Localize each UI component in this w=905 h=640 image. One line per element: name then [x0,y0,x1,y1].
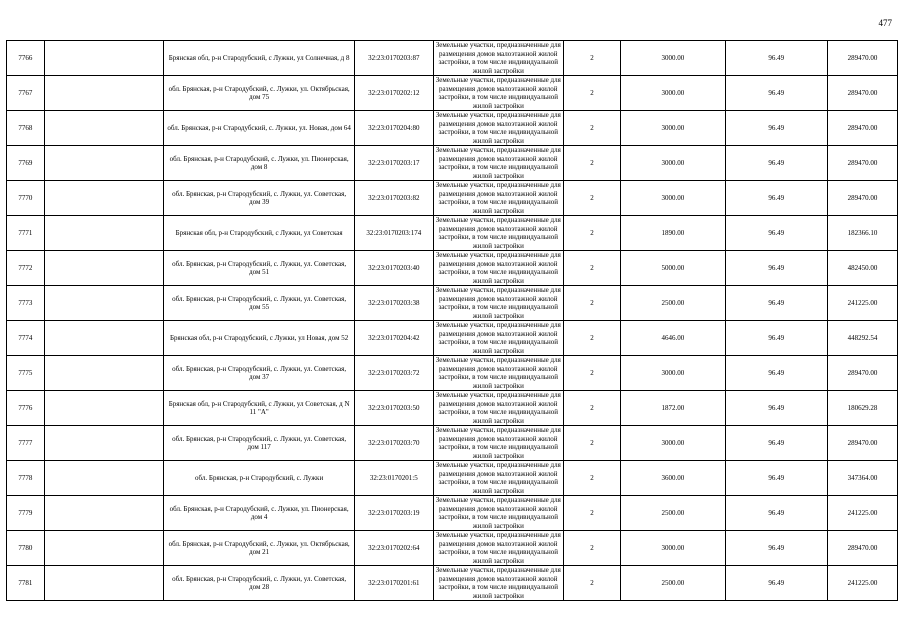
table-row [7,76,898,111]
area-cell: 3000.00 [621,111,726,146]
cadastral-value-cell: 182366.10 [827,216,897,251]
table-row [7,146,898,181]
permitted-use-cell: Земельные участки, предназначенные для размещения домов малоэтажной жилой застройки, в том числе индивидуальной жилой застройки [433,41,563,76]
blank-column-cell [44,41,164,76]
area-cell: 2500.00 [621,566,726,601]
address-cell: обл. Брянская, р-н Стародубский, с. Лужки, ул. Октябрьская, дом 75 [164,76,355,111]
address-cell: обл. Брянская, р-н Стародубский, с. Лужки, ул. Советская, дом 55 [164,286,355,321]
permitted-use-cell: Земельные участки, предназначенные для размещения домов малоэтажной жилой застройки, в том числе индивидуальной жилой застройки [433,496,563,531]
cadastral-value-cell: 180629.28 [827,391,897,426]
area-cell: 3000.00 [621,76,726,111]
permitted-use-cell: Земельные участки, предназначенные для размещения домов малоэтажной жилой застройки, в том числе индивидуальной жилой застройки [433,531,563,566]
area-cell: 5000.00 [621,251,726,286]
permitted-use-cell: Земельные участки, предназначенные для размещения домов малоэтажной жилой застройки, в том числе индивидуальной жилой застройки [433,146,563,181]
specific-value-cell: 96.49 [725,496,827,531]
cadastral-number-cell: 32:23:0170203:174 [354,216,433,251]
cadastral-number-cell: 32:23:0170202:64 [354,531,433,566]
blank-column-cell [44,146,164,181]
registry-table-body [7,41,898,601]
area-cell: 1872.00 [621,391,726,426]
address-cell: Брянская обл, р-н Стародубский, с Лужки, ул Советская [164,216,355,251]
table-row [7,356,898,391]
table-row [7,111,898,146]
permitted-use-cell: Земельные участки, предназначенные для размещения домов малоэтажной жилой застройки, в том числе индивидуальной жилой застройки [433,251,563,286]
cadastral-number-cell: 32:23:0170201:61 [354,566,433,601]
permitted-use-cell: Земельные участки, предназначенные для размещения домов малоэтажной жилой застройки, в том числе индивидуальной жилой застройки [433,181,563,216]
cadastral-value-cell: 241225.00 [827,286,897,321]
record-number-cell: 7771 [7,216,45,251]
specific-value-cell: 96.49 [725,286,827,321]
category-cell: 2 [563,391,620,426]
category-cell: 2 [563,76,620,111]
specific-value-cell: 96.49 [725,391,827,426]
category-cell: 2 [563,181,620,216]
area-cell: 3000.00 [621,426,726,461]
specific-value-cell: 96.49 [725,146,827,181]
category-cell: 2 [563,321,620,356]
cadastral-number-cell: 32:23:0170203:38 [354,286,433,321]
blank-column-cell [44,216,164,251]
permitted-use-cell: Земельные участки, предназначенные для размещения домов малоэтажной жилой застройки, в том числе индивидуальной жилой застройки [433,461,563,496]
permitted-use-cell: Земельные участки, предназначенные для размещения домов малоэтажной жилой застройки, в том числе индивидуальной жилой застройки [433,356,563,391]
cadastral-number-cell: 32:23:0170203:70 [354,426,433,461]
specific-value-cell: 96.49 [725,426,827,461]
record-number-cell: 7781 [7,566,45,601]
record-number-cell: 7778 [7,461,45,496]
category-cell: 2 [563,251,620,286]
cadastral-value-cell: 289470.00 [827,146,897,181]
address-cell: обл. Брянская, р-н Стародубский, с. Лужки, ул. Советская, дом 51 [164,251,355,286]
specific-value-cell: 96.49 [725,41,827,76]
record-number-cell: 7776 [7,391,45,426]
category-cell: 2 [563,111,620,146]
permitted-use-cell: Земельные участки, предназначенные для размещения домов малоэтажной жилой застройки, в том числе индивидуальной жилой застройки [433,286,563,321]
address-cell: обл. Брянская, р-н Стародубский, с. Лужки, ул. Пионерская, дом 8 [164,146,355,181]
blank-column-cell [44,391,164,426]
cadastral-value-cell: 347364.00 [827,461,897,496]
area-cell: 3000.00 [621,181,726,216]
address-cell: обл. Брянская, р-н Стародубский, с. Лужки, ул. Советская, дом 28 [164,566,355,601]
blank-column-cell [44,321,164,356]
record-number-cell: 7767 [7,76,45,111]
blank-column-cell [44,181,164,216]
cadastral-number-cell: 32:23:0170203:19 [354,496,433,531]
specific-value-cell: 96.49 [725,461,827,496]
specific-value-cell: 96.49 [725,566,827,601]
record-number-cell: 7773 [7,286,45,321]
table-row [7,391,898,426]
area-cell: 3000.00 [621,146,726,181]
category-cell: 2 [563,356,620,391]
cadastral-number-cell: 32:23:0170203:87 [354,41,433,76]
blank-column-cell [44,496,164,531]
specific-value-cell: 96.49 [725,216,827,251]
permitted-use-cell: Земельные участки, предназначенные для размещения домов малоэтажной жилой застройки, в том числе индивидуальной жилой застройки [433,216,563,251]
cadastral-value-cell: 289470.00 [827,426,897,461]
table-row [7,461,898,496]
table-row [7,251,898,286]
table-row [7,496,898,531]
cadastral-number-cell: 32:23:0170203:17 [354,146,433,181]
specific-value-cell: 96.49 [725,356,827,391]
permitted-use-cell: Земельные участки, предназначенные для размещения домов малоэтажной жилой застройки, в том числе индивидуальной жилой застройки [433,426,563,461]
permitted-use-cell: Земельные участки, предназначенные для размещения домов малоэтажной жилой застройки, в том числе индивидуальной жилой застройки [433,391,563,426]
cadastral-value-cell: 289470.00 [827,111,897,146]
cadastral-number-cell: 32:23:0170203:82 [354,181,433,216]
record-number-cell: 7768 [7,111,45,146]
blank-column-cell [44,531,164,566]
blank-column-cell [44,251,164,286]
blank-column-cell [44,286,164,321]
area-cell: 3000.00 [621,41,726,76]
address-cell: обл. Брянская, р-н Стародубский, с. Лужки, ул. Новая, дом 64 [164,111,355,146]
table-row [7,181,898,216]
table-row [7,286,898,321]
category-cell: 2 [563,566,620,601]
area-cell: 1890.00 [621,216,726,251]
address-cell: обл. Брянская, р-н Стародубский, с. Лужки, ул. Пионерская, дом 4 [164,496,355,531]
blank-column-cell [44,76,164,111]
address-cell: обл. Брянская, р-н Стародубский, с. Лужки, ул. Октябрьская, дом 21 [164,531,355,566]
cadastral-number-cell: 32:23:0170204:42 [354,321,433,356]
record-number-cell: 7777 [7,426,45,461]
table-row [7,426,898,461]
cadastral-value-cell: 289470.00 [827,531,897,566]
category-cell: 2 [563,496,620,531]
area-cell: 3600.00 [621,461,726,496]
area-cell: 3000.00 [621,356,726,391]
address-cell: обл. Брянская, р-н Стародубский, с. Лужки, ул. Советская, дом 37 [164,356,355,391]
category-cell: 2 [563,41,620,76]
permitted-use-cell: Земельные участки, предназначенные для размещения домов малоэтажной жилой застройки, в том числе индивидуальной жилой застройки [433,321,563,356]
area-cell: 3000.00 [621,531,726,566]
record-number-cell: 7769 [7,146,45,181]
cadastral-number-cell: 32:23:0170203:40 [354,251,433,286]
cadastral-number-cell: 32:23:0170204:80 [354,111,433,146]
blank-column-cell [44,461,164,496]
table-row [7,321,898,356]
address-cell: обл. Брянская, р-н Стародубский, с. Лужки, ул. Советская, дом 39 [164,181,355,216]
cadastral-number-cell: 32:23:0170203:72 [354,356,433,391]
table-row [7,41,898,76]
blank-column-cell [44,356,164,391]
cadastral-number-cell: 32:23:0170201:5 [354,461,433,496]
area-cell: 4646.00 [621,321,726,356]
specific-value-cell: 96.49 [725,531,827,566]
cadastral-value-cell: 448292.54 [827,321,897,356]
category-cell: 2 [563,286,620,321]
record-number-cell: 7766 [7,41,45,76]
category-cell: 2 [563,216,620,251]
permitted-use-cell: Земельные участки, предназначенные для размещения домов малоэтажной жилой застройки, в том числе индивидуальной жилой застройки [433,76,563,111]
record-number-cell: 7779 [7,496,45,531]
specific-value-cell: 96.49 [725,321,827,356]
cadastral-value-cell: 241225.00 [827,566,897,601]
record-number-cell: 7780 [7,531,45,566]
cadastral-number-cell: 32:23:0170203:50 [354,391,433,426]
blank-column-cell [44,566,164,601]
cadastral-value-cell: 289470.00 [827,76,897,111]
area-cell: 2500.00 [621,496,726,531]
address-cell: Брянская обл, р-н Стародубский, с Лужки, ул Солнечная, д 8 [164,41,355,76]
specific-value-cell: 96.49 [725,251,827,286]
category-cell: 2 [563,461,620,496]
cadastral-value-cell: 289470.00 [827,41,897,76]
record-number-cell: 7774 [7,321,45,356]
category-cell: 2 [563,531,620,566]
address-cell: Брянская обл, р-н Стародубский, с Лужки, ул Советская, д N 11 "А" [164,391,355,426]
record-number-cell: 7772 [7,251,45,286]
table-row [7,216,898,251]
area-cell: 2500.00 [621,286,726,321]
permitted-use-cell: Земельные участки, предназначенные для размещения домов малоэтажной жилой застройки, в том числе индивидуальной жилой застройки [433,111,563,146]
table-row [7,566,898,601]
specific-value-cell: 96.49 [725,181,827,216]
specific-value-cell: 96.49 [725,111,827,146]
cadastral-number-cell: 32:23:0170202:12 [354,76,433,111]
permitted-use-cell: Земельные участки, предназначенные для размещения домов малоэтажной жилой застройки, в том числе индивидуальной жилой застройки [433,566,563,601]
specific-value-cell: 96.49 [725,76,827,111]
cadastral-value-cell: 289470.00 [827,181,897,216]
cadastral-value-cell: 289470.00 [827,356,897,391]
category-cell: 2 [563,146,620,181]
blank-column-cell [44,111,164,146]
cadastral-value-cell: 241225.00 [827,496,897,531]
address-cell: Брянская обл, р-н Стародубский, с Лужки, ул Новая, дом 52 [164,321,355,356]
address-cell: обл. Брянская, р-н Стародубский, с. Лужки [164,461,355,496]
table-row [7,531,898,566]
category-cell: 2 [563,426,620,461]
blank-column-cell [44,426,164,461]
cadastral-value-cell: 482450.00 [827,251,897,286]
record-number-cell: 7770 [7,181,45,216]
page-number: 477 [878,18,892,28]
land-registry-table [6,40,898,601]
record-number-cell: 7775 [7,356,45,391]
address-cell: обл. Брянская, р-н Стародубский, с. Лужки, ул. Советская, дом 117 [164,426,355,461]
